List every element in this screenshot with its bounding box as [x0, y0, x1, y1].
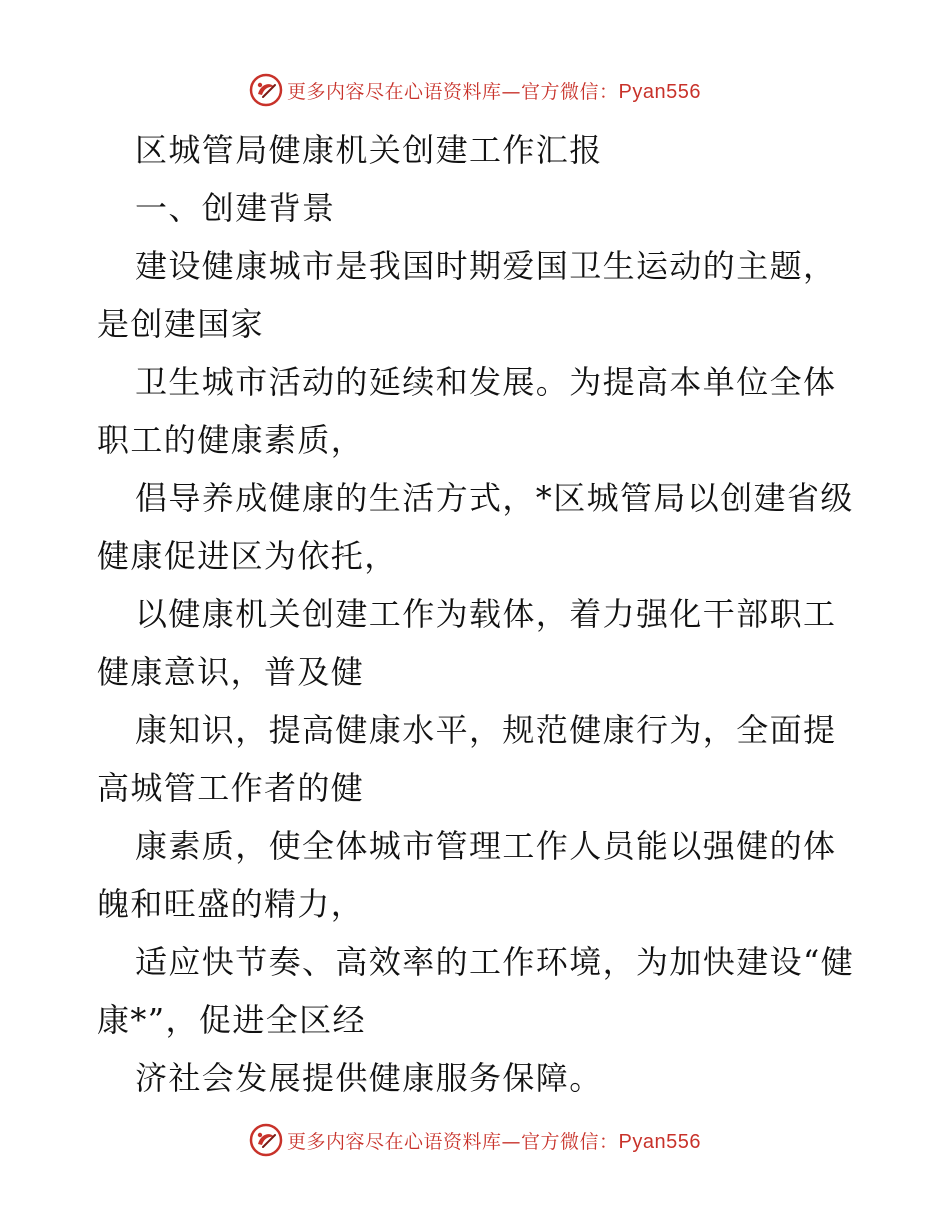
banner-text [287, 77, 701, 104]
banner-contact-label: 官方微信： [521, 1130, 619, 1153]
paragraph-line: 康素质，使全体城市管理工作人员能以强健的体魄和旺盛的精力， [97, 827, 837, 923]
paragraph-line: 卫生城市活动的延续和发展。为提高本单位全体职工的健康素质， [97, 363, 837, 459]
red-swirl-logo-icon [249, 1123, 283, 1157]
paragraph-line: 康知识，提高健康水平，规范健康行为，全面提高城管工作者的健 [97, 711, 837, 807]
banner-contact-id: Pyan556 [618, 1130, 701, 1153]
red-swirl-logo-icon [249, 73, 283, 107]
header-banner [0, 70, 950, 110]
banner-promo-text: 更多内容尽在心语资料库 [287, 80, 502, 103]
paragraph-line: 倡导养成健康的生活方式，*区城管局以创建省级健康促进区为依托， [97, 479, 854, 575]
section-heading: 一、创建背景 [135, 189, 336, 227]
document-title: 区城管局健康机关创建工作汇报 [135, 131, 603, 169]
banner-contact-id: Pyan556 [618, 80, 701, 103]
banner-dash: — [501, 80, 522, 103]
paragraph-line: 济社会发展提供健康服务保障。 [135, 1059, 603, 1097]
paragraph-line: 建设健康城市是我国时期爱国卫生运动的主题，是创建国家 [97, 247, 837, 343]
paragraph-line: 以健康机关创建工作为载体，着力强化干部职工健康意识，普及健 [97, 595, 837, 691]
paragraph-line: 适应快节奏、高效率的工作环境，为加快建设“健康*”，促进全区经 [97, 943, 855, 1039]
banner-promo-text: 更多内容尽在心语资料库 [287, 1130, 502, 1153]
banner-dash: — [501, 1130, 522, 1153]
footer-banner [0, 1120, 950, 1160]
banner-text [287, 1127, 701, 1154]
banner-contact-label: 官方微信： [521, 80, 619, 103]
document-body [97, 121, 857, 1107]
